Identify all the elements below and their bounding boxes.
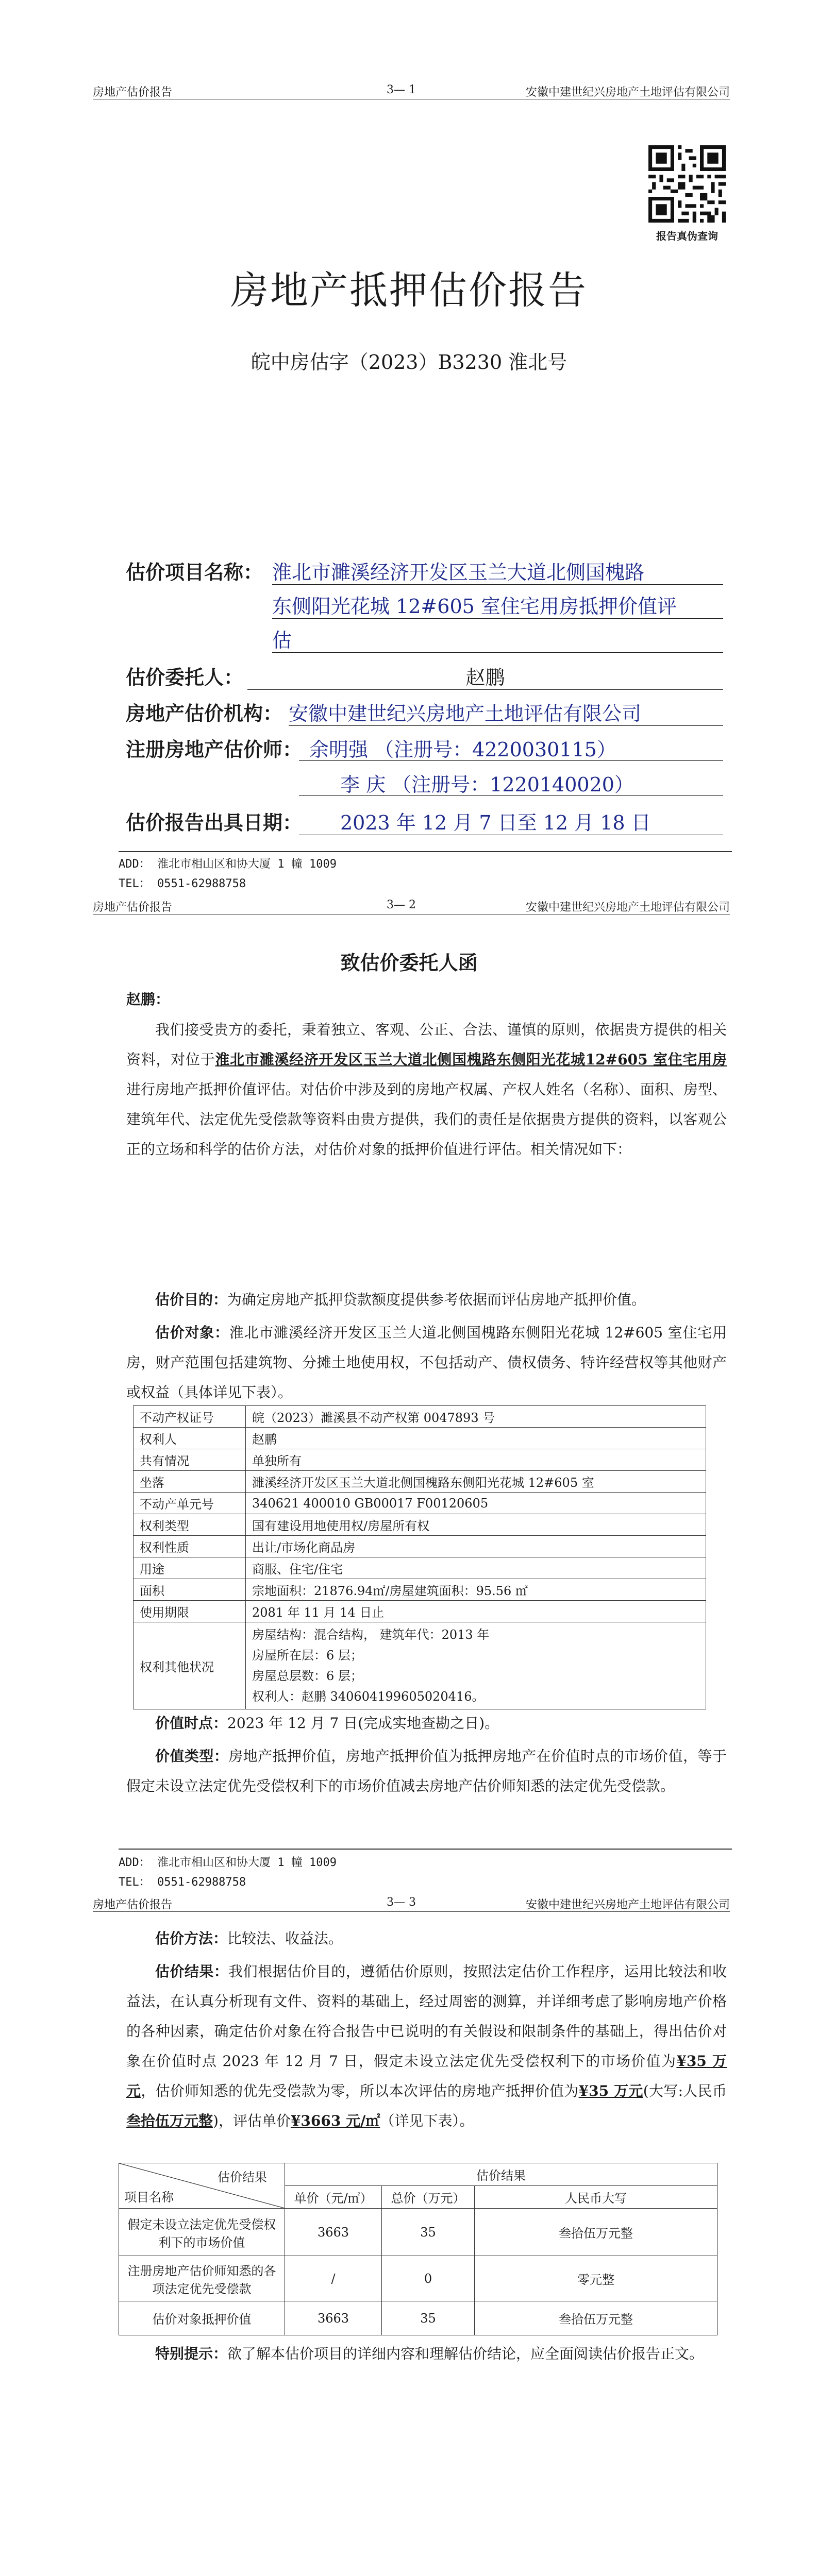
purpose-paragraph: 估价目的：为确定房地产抵押贷款额度提供参考依据而评估房地产抵押价值。 — [155, 1291, 646, 1308]
row-value: 商服、住宅/住宅 — [246, 1557, 706, 1579]
header-title: 房地产估价报告 — [93, 1899, 173, 1911]
other-status-line: 权利人：赵鹏 340604199605020416。 — [252, 1689, 485, 1704]
row-value: 赵鹏 — [246, 1428, 706, 1449]
table-row — [133, 1493, 706, 1514]
table-row — [119, 2209, 717, 2256]
appraiser-1: 余明强 （注册号：4220030115） — [309, 738, 616, 761]
header-total-price: 总价（万元） — [382, 2186, 475, 2209]
row-chinese: 叁拾伍万元整 — [475, 2209, 717, 2256]
date-value: 2023 年 12 月 7 日至 12 月 18 日 — [340, 811, 651, 834]
object-paragraph: 估价对象：淮北市濉溪经济开发区玉兰大道北侧国槐路东侧阳光花城 12#605 室住宅用房，财产范围包括建筑物、分摊土地使用权，不包括动产、债权债务、特许经营权等其他财产或权益（具体详见下表）。 — [126, 1324, 727, 1401]
table-row — [133, 1557, 706, 1579]
row-total: 0 — [382, 2256, 475, 2301]
property-info-table — [133, 1405, 706, 1709]
table-row — [133, 1536, 706, 1557]
project-name-line2: 东侧阳光花城 12#605 室住宅用房抵押价值评 — [272, 595, 677, 618]
row-value: 单独所有 — [246, 1449, 706, 1471]
purpose-label: 估价目的： — [155, 1291, 228, 1308]
page1-footer-tel: TEL： 0551-62988758 — [119, 877, 246, 890]
mortgage-value: ¥35 万元 — [578, 2082, 643, 2099]
header-company: 安徽中建世纪兴房地产土地评估有限公司 — [525, 86, 730, 99]
other-status-line: 房屋所在层：6 层； — [252, 1648, 363, 1663]
header-company: 安徽中建世纪兴房地产土地评估有限公司 — [525, 1899, 730, 1911]
row-key: 不动产权证号 — [133, 1406, 246, 1428]
method-label: 估价方法： — [155, 1930, 228, 1947]
header-chinese-amount: 人民币大写 — [475, 2186, 717, 2209]
table-row — [133, 1471, 706, 1493]
row-value: 濉溪经济开发区玉兰大道北侧国槐路东侧阳光花城 12#605 室 — [246, 1471, 706, 1493]
table-row — [133, 1449, 706, 1471]
table-row — [133, 1579, 706, 1601]
header-result-span: 估价结果 — [285, 2163, 717, 2186]
page2-footer-address: ADD： 淮北市相山区和协大厦 1 幢 1009 — [119, 1856, 337, 1869]
row-value: 出让/市场化商品房 — [246, 1536, 706, 1557]
value-date-paragraph: 价值时点：2023 年 12 月 7 日(完成实地查勘之日)。 — [155, 1715, 499, 1732]
row-key: 权利性质 — [133, 1536, 246, 1557]
other-status-line: 房屋结构：混合结构， 建筑年代：2013 年 — [252, 1628, 490, 1642]
row-unit-price: / — [285, 2256, 382, 2301]
row-key: 用途 — [133, 1557, 246, 1579]
row-item: 假定未设立法定优先受偿权利下的市场价值 — [119, 2209, 285, 2256]
row-value: 2081 年 11 月 14 日止 — [246, 1601, 706, 1622]
qr-code-icon[interactable] — [648, 145, 726, 223]
result-label: 估价结果： — [155, 1963, 229, 1980]
qr-caption: 报告真伪查询 — [656, 230, 718, 242]
page2-footer-tel: TEL： 0551-62988758 — [119, 1876, 246, 1889]
row-item: 注册房地产估价师知悉的各项法定优先受偿款 — [119, 2256, 285, 2301]
row-unit-price: 3663 — [285, 2301, 382, 2335]
project-name-label: 估价项目名称： — [126, 561, 263, 584]
table-row — [133, 1601, 706, 1622]
row-chinese: 零元整 — [475, 2256, 717, 2301]
agency-label: 房地产估价机构： — [126, 702, 283, 725]
row-value: 国有建设用地使用权/房屋所有权 — [246, 1514, 706, 1536]
page2-header — [93, 896, 730, 914]
row-total: 35 — [382, 2209, 475, 2256]
page1-footer-address: ADD： 淮北市相山区和协大厦 1 幢 1009 — [119, 858, 337, 871]
letter-title: 致估价委托人函 — [340, 951, 478, 974]
header-title: 房地产估价报告 — [93, 86, 173, 99]
tip-label: 特别提示： — [155, 2345, 228, 2362]
client-value: 赵鹏 — [465, 666, 505, 689]
appraiser-label: 注册房地产估价师： — [126, 738, 303, 761]
result-table — [119, 2163, 717, 2335]
table-row — [133, 1622, 706, 1709]
header-title: 房地产估价报告 — [93, 901, 173, 914]
row-value: 宗地面积：21876.94㎡/房屋建筑面积：95.56 ㎡ — [246, 1579, 706, 1601]
project-name-line3: 估 — [272, 629, 292, 652]
row-key: 共有情况 — [133, 1449, 246, 1471]
header-page-number: 3— 3 — [387, 1896, 416, 1909]
salutation: 赵鹏： — [126, 991, 170, 1008]
row-key: 权利类型 — [133, 1514, 246, 1536]
row-value: 340621 400010 GB00017 F00120605 — [246, 1493, 706, 1514]
row-total: 35 — [382, 2301, 475, 2335]
other-status-line: 房屋总层数：6 层； — [252, 1669, 363, 1683]
row-key: 不动产单元号 — [133, 1493, 246, 1514]
header-page-number: 3— 1 — [387, 83, 416, 96]
mortgage-value-chinese: 叁拾伍万元整 — [126, 2112, 213, 2129]
report-title: 房地产抵押估价报告 — [230, 268, 588, 313]
value-date-label: 价值时点： — [155, 1715, 228, 1732]
result-paragraph: 估价结果：我们根据估价目的，遵循估价原则，按照法定估价工作程序，运用比较法和收益法，在认真分析现有文件、资料的基础上，经过周密的测算，并详细考虑了影响房地产价格的各种因素，确定估价对象在符合报告中已说明的有关假设和限制条件的基础上，得出估价对象在价值时点 2023 年 12 月 7 日，假定未设立法定优先受偿权利下的市场价值为¥35 万元，估价师知悉的优先受偿款为零，所以本次评估的房地产抵押价值为¥35 万元(大写:人民币叁拾伍万元整)，评估单价¥3663 元/㎡（详见下表）。 — [126, 1963, 727, 2129]
page1-header — [93, 81, 730, 99]
property-address: 淮北市濉溪经济开发区玉兰大道北侧国槐路东侧阳光花城12#605 室住宅用房 — [215, 1051, 727, 1068]
value-type-label: 价值类型： — [155, 1748, 229, 1765]
page3-header — [93, 1894, 730, 1912]
header-item: 项目名称 — [124, 2190, 174, 2205]
client-label: 估价委托人： — [126, 666, 244, 689]
table-row — [133, 1406, 706, 1428]
project-name-line1: 淮北市濉溪经济开发区玉兰大道北侧国槐路 — [272, 561, 645, 584]
value-type-paragraph: 价值类型：房地产抵押价值，房地产抵押价值为抵押房地产在价值时点的市场价值，等于假定未设立法定优先受偿权利下的市场价值减去房地产估价师知悉的法定优先受偿款。 — [126, 1748, 727, 1794]
date-label: 估价报告出具日期： — [126, 811, 303, 834]
header-result: 估价结果 — [218, 2170, 267, 2184]
method-paragraph: 估价方法：比较法、收益法。 — [155, 1930, 343, 1947]
header-unit-price: 单价（元/㎡） — [285, 2186, 382, 2209]
appraiser-2: 李 庆 （注册号：1220140020） — [340, 773, 634, 796]
market-value: ¥35 万元 — [126, 2053, 727, 2099]
report-number: 皖中房估字（2023）B3230 淮北号 — [251, 351, 567, 374]
table-corner-cell — [119, 2163, 285, 2209]
row-key: 权利人 — [133, 1428, 246, 1449]
row-chinese: 叁拾伍万元整 — [475, 2301, 717, 2335]
row-key: 权利其他状况 — [133, 1622, 246, 1709]
header-company: 安徽中建世纪兴房地产土地评估有限公司 — [525, 901, 730, 914]
table-row — [133, 1428, 706, 1449]
intro-paragraph: 我们接受贵方的委托，秉着独立、客观、公正、合法、谨慎的原则，依据贵方提供的相关资料，对位于淮北市濉溪经济开发区玉兰大道北侧国槐路东侧阳光花城12#605 室住宅用房进行房地产抵押价值评估。对估价中涉及到的房地产权属、产权人姓名（名称）、面积、房型、建筑年代、法定优先受偿款等资料由贵方提供，我们的责任是依据贵方提供的资料，以客观公正的立场和科学的估价方法，对估价对象的抵押价值进行评估。相关情况如下： — [126, 1021, 727, 1158]
row-key: 使用期限 — [133, 1601, 246, 1622]
row-unit-price: 3663 — [285, 2209, 382, 2256]
row-value: 皖（2023）濉溪县不动产权第 0047893 号 — [246, 1406, 706, 1428]
unit-price: ¥3663 元/㎡ — [290, 2112, 380, 2129]
row-key: 面积 — [133, 1579, 246, 1601]
agency-value: 安徽中建世纪兴房地产土地评估有限公司 — [289, 702, 642, 725]
row-value-other — [246, 1622, 706, 1709]
object-label: 估价对象： — [155, 1324, 229, 1341]
tip-paragraph: 特别提示：欲了解本估价项目的详细内容和理解估价结论，应全面阅读估价报告正文。 — [155, 2345, 704, 2362]
row-item: 估价对象抵押价值 — [119, 2301, 285, 2335]
row-key: 坐落 — [133, 1471, 246, 1493]
table-row — [119, 2301, 717, 2335]
table-row — [133, 1514, 706, 1536]
table-row — [119, 2256, 717, 2301]
header-page-number: 3— 2 — [387, 899, 416, 911]
